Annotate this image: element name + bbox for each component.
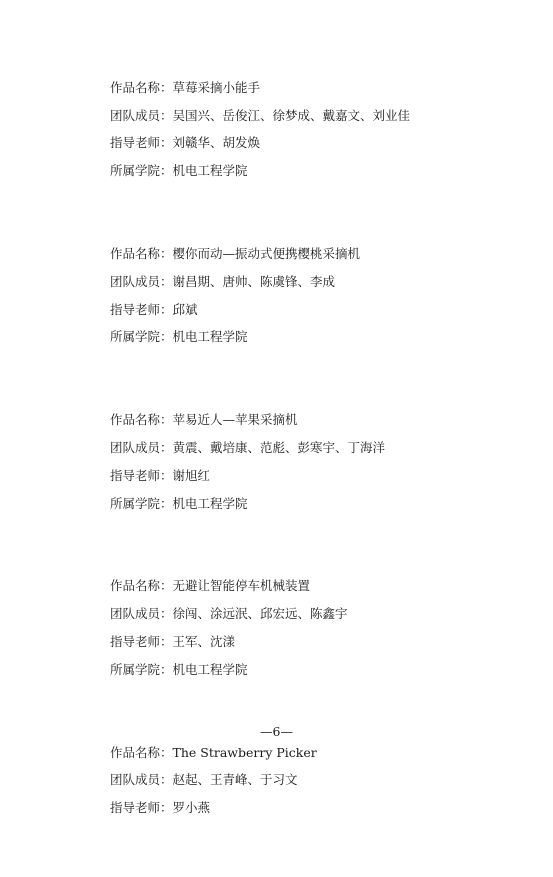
award-entry [110, 406, 530, 517]
college-row [110, 490, 530, 518]
page-number: —6— [260, 724, 293, 739]
advisor-value: 刘赣华、胡发焕 [172, 135, 261, 151]
team-members-row [110, 268, 530, 296]
college-label: 所属学院： [110, 329, 173, 345]
college-label: 所属学院： [110, 163, 173, 179]
college-row [110, 656, 530, 684]
advisor-value: 王军、沈漾 [172, 634, 236, 650]
award-entry [110, 74, 530, 185]
advisor-row [110, 462, 530, 490]
team-members-label: 团队成员： [110, 772, 173, 788]
work-name-label: 作品名称： [110, 79, 173, 95]
college-label: 所属学院： [110, 661, 173, 677]
advisor-value: 谢旭红 [172, 467, 211, 483]
work-name-label: 作品名称： [110, 744, 173, 760]
advisor-value: 罗小燕 [172, 800, 211, 816]
award-entry [110, 573, 530, 684]
award-entry [110, 739, 530, 822]
work-name-value: 樱你而动—振动式便携樱桃采摘机 [172, 246, 361, 262]
team-members-row [110, 434, 530, 462]
college-value: 机电工程学院 [172, 661, 248, 677]
work-name-row [110, 74, 530, 102]
work-name-value: 苹易近人—苹果采摘机 [172, 412, 298, 428]
team-members-label: 团队成员： [110, 107, 173, 123]
college-label: 所属学院： [110, 495, 173, 511]
college-value: 机电工程学院 [172, 495, 248, 511]
team-members-value: 黄震、戴培康、范彪、彭寒宇、丁海洋 [172, 440, 386, 456]
work-name-row [110, 739, 530, 767]
team-members-label: 团队成员： [110, 273, 173, 289]
advisor-value: 邱斌 [172, 301, 198, 317]
advisor-row [110, 296, 530, 324]
advisor-label: 指导老师： [110, 800, 173, 816]
work-name-label: 作品名称： [110, 412, 173, 428]
team-members-value: 谢昌期、唐帅、陈虞锋、李成 [172, 273, 336, 289]
team-members-value: 徐闯、涂远泯、邱宏远、陈鑫宇 [172, 606, 348, 622]
work-name-row [110, 573, 530, 601]
college-value: 机电工程学院 [172, 163, 248, 179]
work-name-label: 作品名称： [110, 578, 173, 594]
advisor-label: 指导老师： [110, 467, 173, 483]
advisor-row [110, 794, 530, 822]
team-members-label: 团队成员： [110, 440, 173, 456]
college-value: 机电工程学院 [172, 329, 248, 345]
college-row [110, 324, 530, 352]
award-entry [110, 240, 530, 351]
advisor-label: 指导老师： [110, 634, 173, 650]
team-members-value: 赵起、王青峰、于习文 [172, 772, 298, 788]
award-entries-list [110, 74, 530, 877]
team-members-row [110, 600, 530, 628]
work-name-row [110, 240, 530, 268]
work-name-value: 无避让智能停车机械装置 [172, 578, 311, 594]
advisor-label: 指导老师： [110, 135, 173, 151]
team-members-row [110, 102, 530, 130]
work-name-row [110, 406, 530, 434]
advisor-row [110, 130, 530, 158]
work-name-value: The Strawberry Picker [172, 744, 317, 760]
work-name-label: 作品名称： [110, 246, 173, 262]
team-members-row [110, 767, 530, 795]
advisor-row [110, 628, 530, 656]
team-members-value: 吴国兴、岳俊江、徐梦成、戴嘉文、刘业佳 [172, 107, 411, 123]
work-name-value: 草莓采摘小能手 [172, 79, 261, 95]
advisor-label: 指导老师： [110, 301, 173, 317]
college-row [110, 157, 530, 185]
team-members-label: 团队成员： [110, 606, 173, 622]
